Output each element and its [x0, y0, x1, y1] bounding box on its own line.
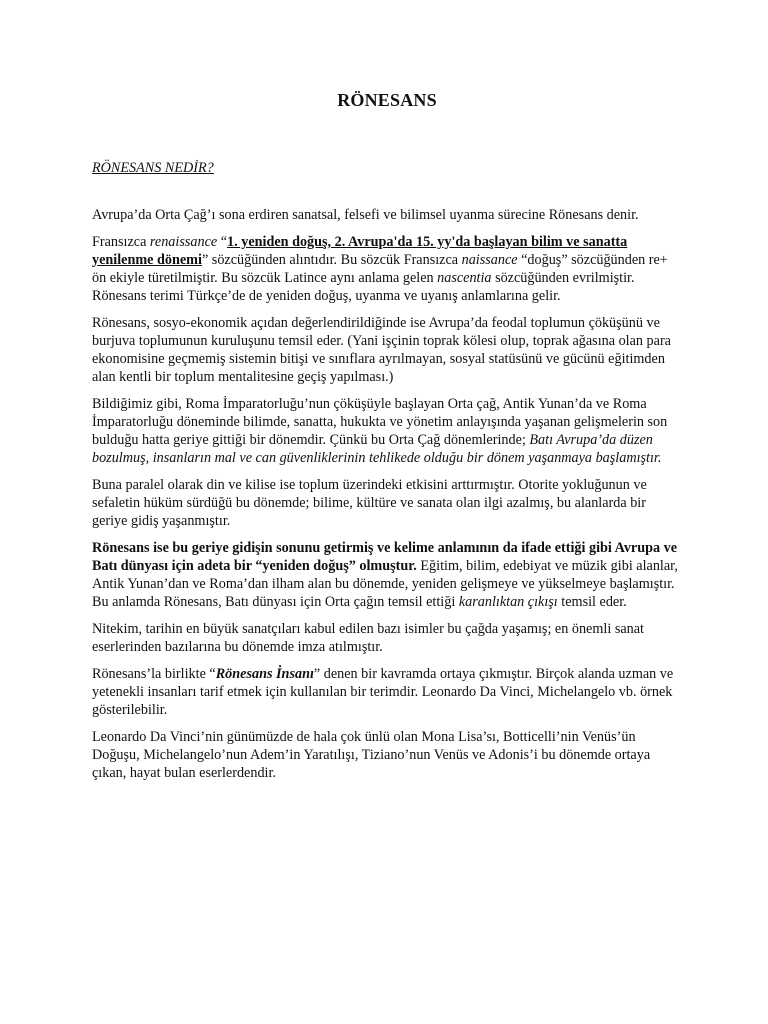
text-run: Rönesans’la birlikte “ — [92, 666, 216, 682]
term-naissance: naissance — [461, 252, 518, 268]
paragraph-6 — [92, 539, 682, 611]
definition-highlight: 1. yeniden doğuş, 2. Avrupa'da 15. yy'da başlayan bilim ve sanatta yenilenme dönemi — [92, 234, 628, 268]
paragraph-7: Nitekim, tarihin en büyük sanatçıları kabul edilen bazı isimler bu çağda yaşamış; en önemli sanat eserlerinden bazılarına bu dönemde imza atılmıştır. — [92, 621, 644, 655]
italic-phrase: karanlıktan çıkışı — [458, 594, 558, 610]
term-nascentia: nascentia — [437, 270, 492, 286]
text-run: ” denen bir kavramda ortaya çıkmıştır. Birçok alanda uzman ve yetenekli insanları tarif etmek için kullanılan bir terimdir. Leonardo Da Vinci, Michelangelo vb. örnek gösterilebilir. — [92, 666, 674, 718]
text-run: sözcüğünden evrilmiştir. Rönesans terimi Türkçe’de de yeniden doğuş, uyanma ve uyanış anlamlarına gelir. — [92, 270, 635, 304]
paragraph-3: Rönesans, sosyo-ekonomik açıdan değerlendirildiğinde ise Avrupa’da feodal toplumun çöküşünü ve burjuva toplumunun kuruluşunu temsil eder. (Yani işçinin toprak kölesi olup, toprak ağasına olan para ekonomisine geçmemiş sistemin bitişi ve sınıflara ayrılmayan, sosyal statüsünü ve gücünü eğitimden alan kentli bir toplum mentalitesine geçiş yapılması.) — [92, 315, 671, 385]
text-run: Eğitim, bilim, edebiyat ve müzik gibi alanlar, Antik Yunan’dan ve Roma’dan ilham alan bu dönemde, yeniden gelişmeye ve yükselmeye başlamıştır. Bu anlamda Rönesans, Batı dünyası için Orta çağın temsil ettiği — [92, 558, 678, 610]
text-run: “ — [217, 234, 228, 250]
term-renaissance: renaissance — [149, 234, 218, 250]
text-run: ” sözcüğünden alıntıdır. Bu sözcük Fransızca — [201, 252, 462, 268]
text-run: temsil eder. — [557, 594, 627, 610]
paragraph-2 — [92, 233, 682, 305]
paragraph-5: Buna paralel olarak din ve kilise ise toplum üzerindeki etkisini arttırmıştır. Otorite yokluğunun ve sefaletin hüküm sürdüğü bu dönemde; bilime, kültüre ve sanata olan ilgi azalmış, bu alanlarda bir geriye gidiş yaşanmıştır. — [92, 477, 647, 529]
paragraph-1: Avrupa’da Orta Çağ’ı sona erdiren sanatsal, felsefi ve bilimsel uyanma sürecine Rönesans denir. — [92, 207, 639, 223]
text-run: “doğuş” sözcüğünden re+ ön ekiyle türetilmiştir. Bu sözcük Latince aynı anlama gelen — [92, 252, 668, 286]
page-title: RÖNESANS — [337, 90, 437, 110]
document-body — [92, 206, 682, 791]
term-ronesans-insani: Rönesans İnsanı — [215, 666, 314, 682]
italic-passage: Batı Avrupa’da düzen bozulmuş, insanların mal ve can güvenliklerinin tehlikede olduğu bir dönem yaşanmaya başlamıştır. — [92, 432, 662, 466]
paragraph-4 — [92, 395, 682, 467]
text-run: Bildiğimiz gibi, Roma İmparatorluğu’nun çöküşüyle başlayan Orta çağ, Antik Yunan’da ve Roma İmparatorluğu döneminde bilimde, sanatta, hukukta ve yönetim anlayışında yaşanan gelişmelerin son bulduğu hatta geriye gittiği bir dönemdir. Çünkü bu Orta Çağ dönemlerinde; — [92, 396, 668, 448]
bold-passage: Rönesans ise bu geriye gidişin sonunu getirmiş ve kelime anlamının da ifade ettiği gibi Avrupa ve Batı dünyası için adeta bir “yeniden doğuş” olmuştur. — [92, 540, 678, 574]
paragraph-8 — [92, 665, 682, 719]
paragraph-9: Leonardo Da Vinci’nin günümüzde de hala çok ünlü olan Mona Lisa’sı, Botticelli’nin Venüs’ün Doğuşu, Michelangelo’nun Adem’in Yaratılışı, Tiziano’nun Venüs ve Adonis’i bu dönemde ortaya çıkan, hayat bulan eserlerdendir. — [92, 729, 651, 781]
text-run: Fransızca — [92, 234, 150, 250]
section-heading: RÖNESANS NEDİR? — [92, 160, 214, 176]
